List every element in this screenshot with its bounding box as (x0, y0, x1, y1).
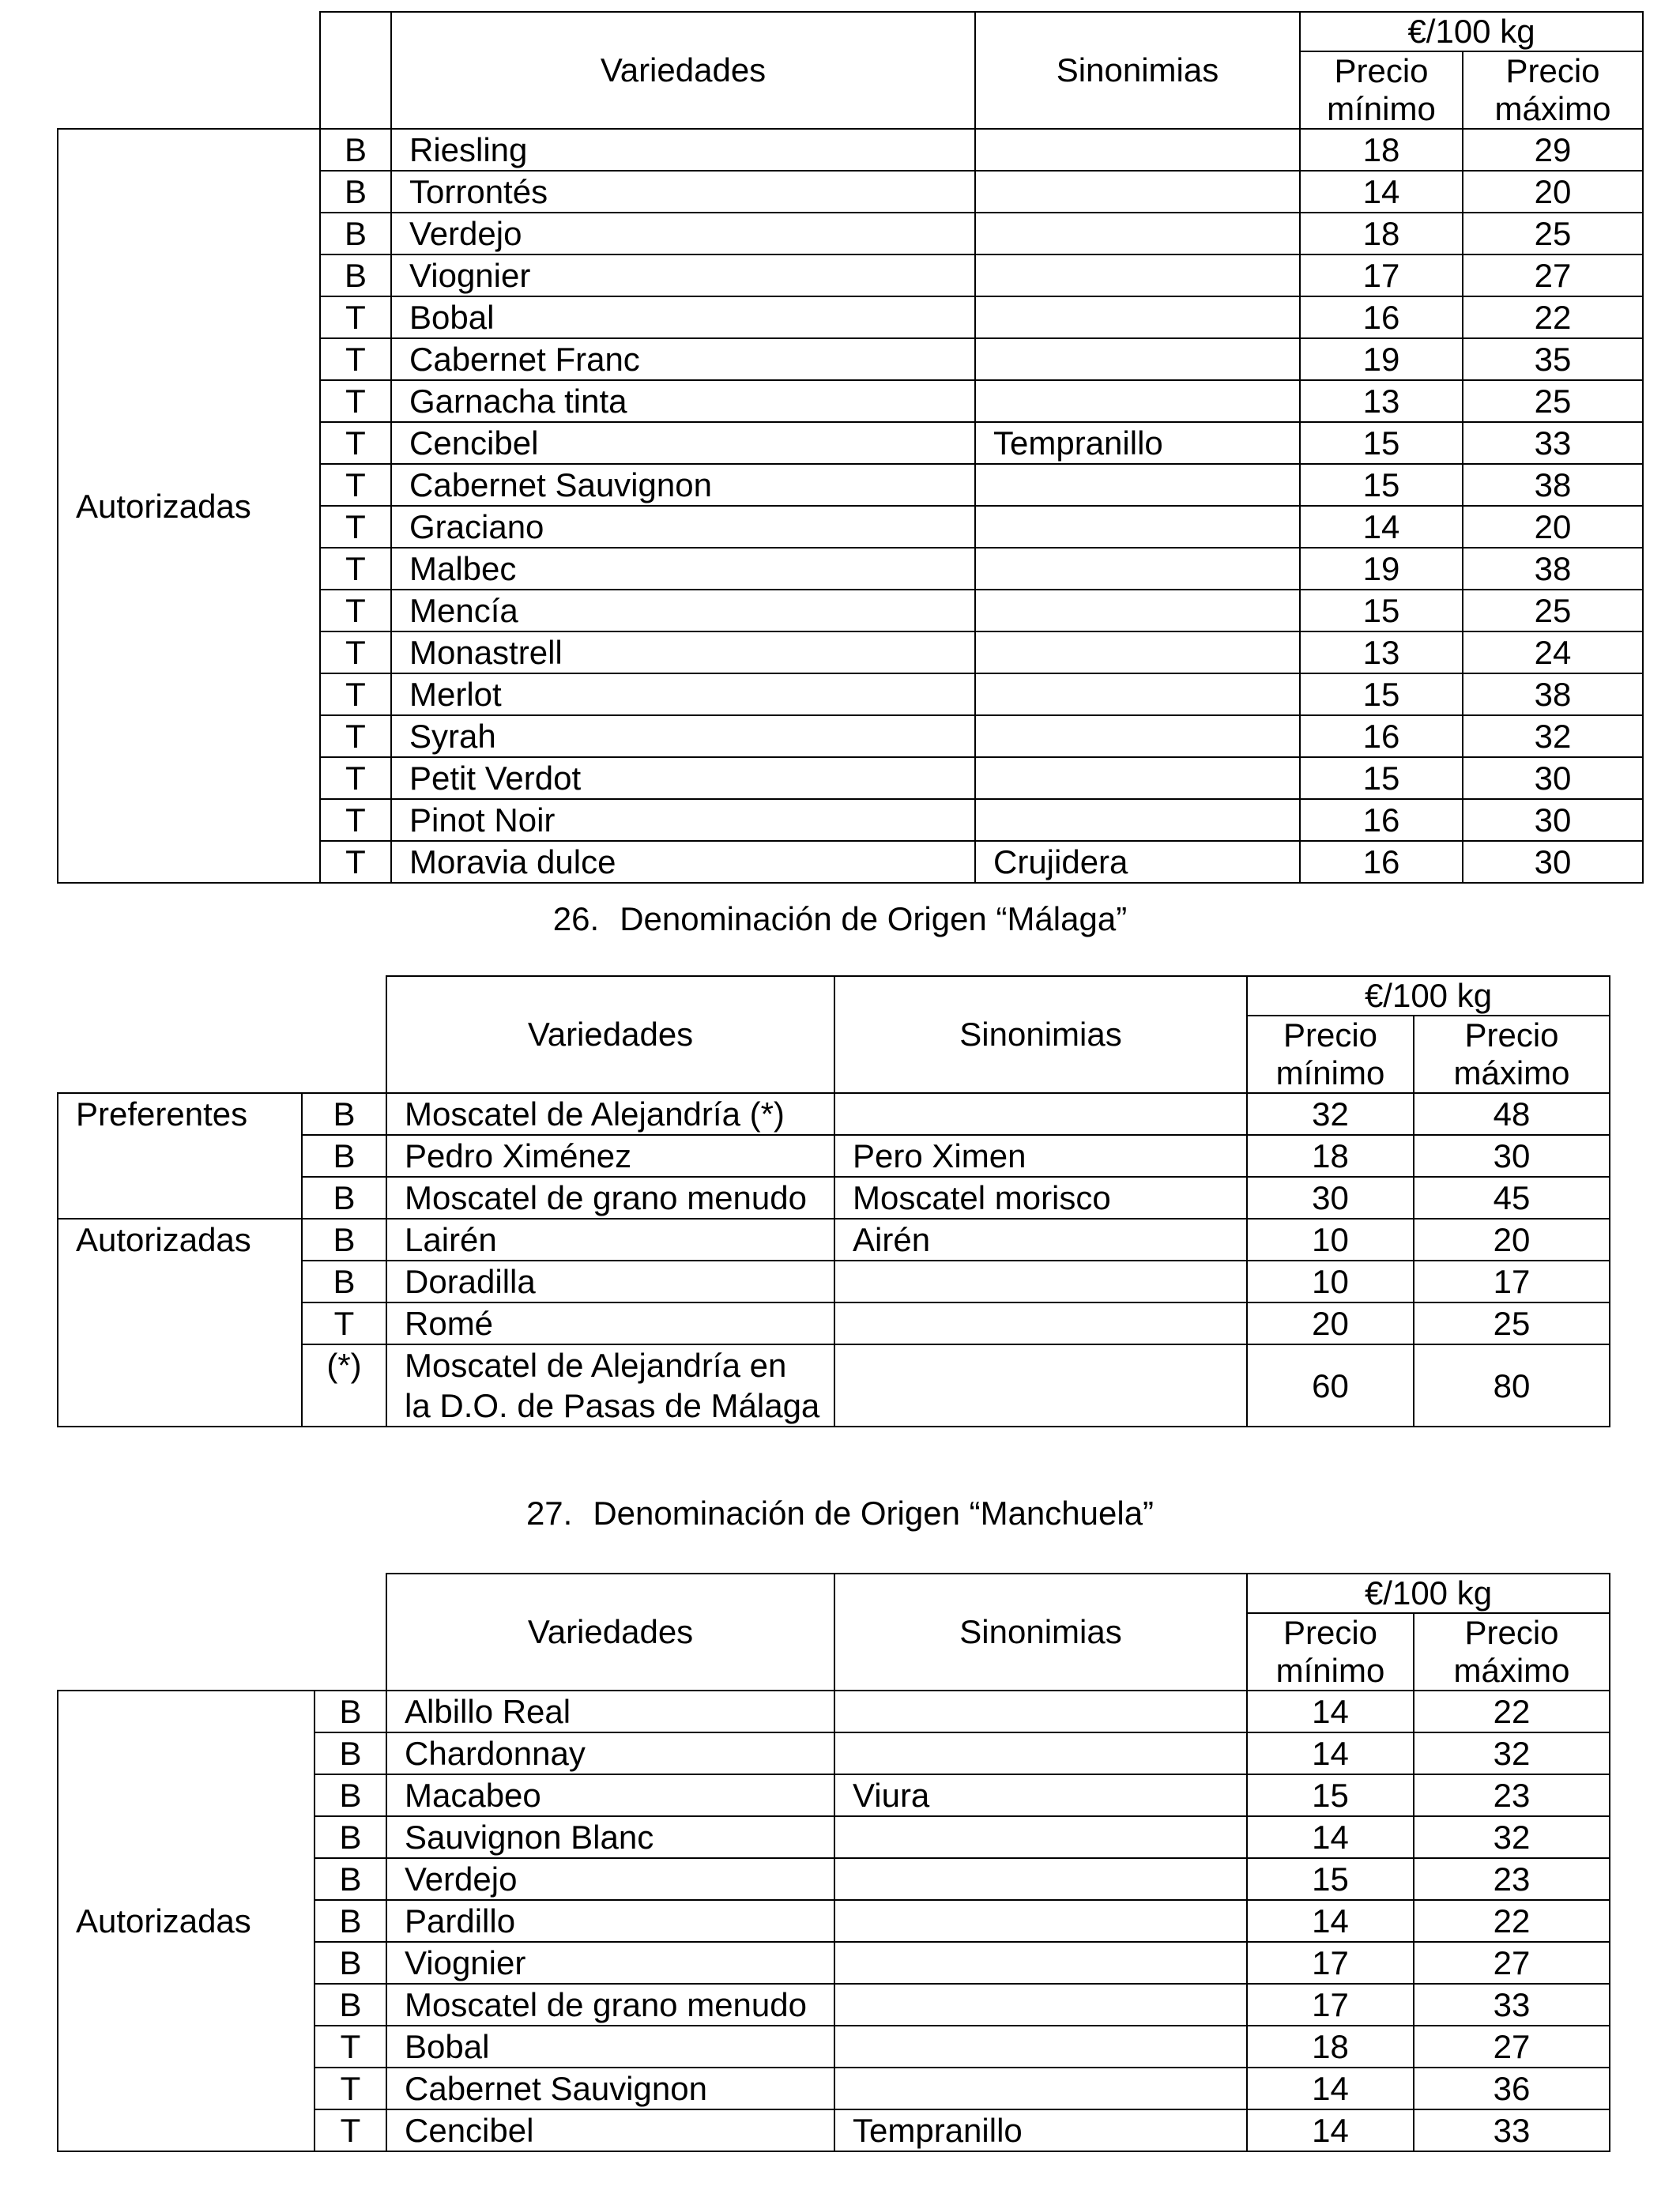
color-class-cell: B (302, 1135, 386, 1177)
color-class-cell: B (315, 1816, 386, 1858)
table-row (58, 1219, 1610, 1261)
synonym-cell (975, 213, 1300, 254)
color-class-cell: T (320, 841, 391, 883)
precio-minimo-cell: 18 (1300, 129, 1463, 171)
precio-maximo-cell: 35 (1463, 338, 1643, 380)
synonym-cell (834, 1858, 1247, 1900)
precio-minimo-cell: 60 (1247, 1344, 1414, 1427)
category-cell: Autorizadas (58, 129, 320, 883)
precio-minimo-cell: 14 (1300, 171, 1463, 213)
footnote-marker-cell: (*) (302, 1344, 386, 1427)
synonym-cell (975, 296, 1300, 338)
variety-cell: Sauvignon Blanc (386, 1816, 834, 1858)
section-number: 26. (552, 900, 600, 937)
variety-cell: Cencibel (386, 2109, 834, 2151)
precio-minimo-cell: 16 (1300, 296, 1463, 338)
variety-cell: Chardonnay (386, 1732, 834, 1774)
color-class-cell: B (315, 1774, 386, 1816)
precio-minimo-cell: 18 (1300, 213, 1463, 254)
precio-minimo-cell: 16 (1300, 799, 1463, 841)
precio-minimo-cell: 15 (1300, 673, 1463, 715)
precio-maximo-cell: 48 (1414, 1093, 1610, 1135)
variety-cell: Garnacha tinta (391, 380, 975, 422)
section-number: 27. (525, 1495, 573, 1532)
section-heading-malaga (0, 899, 1680, 939)
precio-maximo-cell: 32 (1414, 1732, 1610, 1774)
precio-maximo-cell: 33 (1414, 1984, 1610, 2026)
sinonimias-header: Sinonimias (834, 976, 1247, 1093)
precio-minimo-cell: 13 (1300, 380, 1463, 422)
precio-maximo-cell: 20 (1463, 506, 1643, 548)
precio-maximo-cell: 36 (1414, 2068, 1610, 2109)
variety-cell: Bobal (391, 296, 975, 338)
precio-minimo-cell: 16 (1300, 715, 1463, 757)
variety-cell: Merlot (391, 673, 975, 715)
category-cell: Autorizadas (58, 1219, 302, 1427)
variety-cell: Doradilla (386, 1261, 834, 1302)
variety-cell: Verdejo (386, 1858, 834, 1900)
synonym-cell (975, 715, 1300, 757)
color-class-cell: T (315, 2068, 386, 2109)
variety-cell: Petit Verdot (391, 757, 975, 799)
table-prices-malaga (57, 975, 1610, 1427)
variety-cell: Malbec (391, 548, 975, 590)
color-class-cell: B (315, 1900, 386, 1942)
color-class-cell: B (315, 1942, 386, 1984)
synonym-cell (834, 1816, 1247, 1858)
precio-minimo-cell: 16 (1300, 841, 1463, 883)
synonym-cell (975, 590, 1300, 631)
variety-cell: Mencía (391, 590, 975, 631)
synonym-cell (975, 799, 1300, 841)
variedades-header: Variedades (386, 976, 834, 1093)
class-header (320, 12, 391, 129)
synonym-cell (975, 548, 1300, 590)
table-row (58, 1691, 1610, 1732)
precio-maximo-cell: 20 (1414, 1219, 1610, 1261)
precio-maximo-cell: 30 (1463, 799, 1643, 841)
color-class-cell: T (320, 464, 391, 506)
variedades-header: Variedades (391, 12, 975, 129)
precio-minimo-cell: 20 (1247, 1302, 1414, 1344)
precio-maximo-cell: 32 (1414, 1816, 1610, 1858)
color-class-cell: T (320, 590, 391, 631)
variety-cell: Moscatel de Alejandría en la D.O. de Pasas de Málaga (386, 1344, 834, 1427)
table-prices-manchuela (57, 1573, 1610, 2152)
synonym-cell (975, 380, 1300, 422)
color-class-cell: T (320, 338, 391, 380)
precio-minimo-cell: 17 (1247, 1984, 1414, 2026)
precio-minimo-cell: 14 (1247, 1732, 1414, 1774)
color-class-cell: B (315, 1732, 386, 1774)
color-class-cell: T (320, 422, 391, 464)
precio-maximo-cell: 30 (1414, 1135, 1610, 1177)
precio-minimo-cell: 15 (1247, 1774, 1414, 1816)
synonym-cell (834, 1344, 1247, 1427)
color-class-cell: B (302, 1219, 386, 1261)
synonym-cell (834, 1732, 1247, 1774)
synonym-cell (834, 1691, 1247, 1732)
variety-cell: Cencibel (391, 422, 975, 464)
precio-maximo-header: Precio máximo (1414, 1613, 1610, 1691)
variety-cell: Moscatel de grano menudo (386, 1177, 834, 1219)
color-class-cell: T (320, 380, 391, 422)
precio-minimo-cell: 15 (1300, 464, 1463, 506)
table-row (58, 129, 1643, 171)
precio-minimo-cell: 19 (1300, 548, 1463, 590)
variety-cell: Romé (386, 1302, 834, 1344)
synonym-cell: Viura (834, 1774, 1247, 1816)
precio-maximo-cell: 32 (1463, 715, 1643, 757)
unit-header: €/100 kg (1247, 1574, 1610, 1613)
section-title: Denominación de Origen “Málaga” (620, 900, 1128, 937)
variety-cell: Cabernet Sauvignon (391, 464, 975, 506)
color-class-cell: T (320, 757, 391, 799)
synonym-cell (834, 2068, 1247, 2109)
synonym-cell (975, 631, 1300, 673)
variety-cell: Macabeo (386, 1774, 834, 1816)
color-class-cell: B (315, 1984, 386, 2026)
precio-maximo-cell: 25 (1463, 213, 1643, 254)
precio-maximo-cell: 33 (1414, 2109, 1610, 2151)
color-class-cell: B (315, 1858, 386, 1900)
precio-maximo-cell: 22 (1414, 1900, 1610, 1942)
precio-minimo-cell: 17 (1247, 1942, 1414, 1984)
variety-cell: Verdejo (391, 213, 975, 254)
variety-cell: Viognier (386, 1942, 834, 1984)
precio-minimo-cell: 10 (1247, 1219, 1414, 1261)
synonym-cell (975, 338, 1300, 380)
header-row (58, 976, 1610, 1016)
precio-maximo-cell: 25 (1463, 590, 1643, 631)
color-class-cell: T (315, 2109, 386, 2151)
category-cell: Autorizadas (58, 1691, 315, 2151)
synonym-cell (834, 1900, 1247, 1942)
synonym-cell (975, 171, 1300, 213)
color-class-cell: T (320, 548, 391, 590)
variety-cell: Cabernet Franc (391, 338, 975, 380)
precio-maximo-cell: 23 (1414, 1858, 1610, 1900)
variety-cell: Moscatel de Alejandría (*) (386, 1093, 834, 1135)
unit-header: €/100 kg (1300, 12, 1643, 51)
precio-minimo-cell: 14 (1247, 1691, 1414, 1732)
precio-minimo-cell: 13 (1300, 631, 1463, 673)
color-class-cell: T (320, 296, 391, 338)
precio-maximo-cell: 25 (1463, 380, 1643, 422)
synonym-cell: Tempranillo (975, 422, 1300, 464)
variety-cell: Lairén (386, 1219, 834, 1261)
synonym-cell: Crujidera (975, 841, 1300, 883)
precio-maximo-cell: 30 (1463, 757, 1643, 799)
precio-maximo-cell: 38 (1463, 673, 1643, 715)
synonym-cell (975, 254, 1300, 296)
category-cell: Preferentes (58, 1093, 302, 1219)
color-class-cell: B (320, 213, 391, 254)
color-class-cell: T (320, 799, 391, 841)
unit-header: €/100 kg (1247, 976, 1610, 1016)
variety-cell: Albillo Real (386, 1691, 834, 1732)
synonym-cell (834, 1984, 1247, 2026)
section-heading-manchuela (0, 1494, 1680, 1533)
precio-minimo-cell: 18 (1247, 1135, 1414, 1177)
precio-minimo-cell: 15 (1247, 1858, 1414, 1900)
color-class-cell: B (302, 1261, 386, 1302)
table-row (58, 1093, 1610, 1135)
color-class-cell: B (320, 254, 391, 296)
synonym-cell (834, 1942, 1247, 1984)
precio-minimo-cell: 30 (1247, 1177, 1414, 1219)
synonym-cell: Moscatel morisco (834, 1177, 1247, 1219)
precio-maximo-cell: 25 (1414, 1302, 1610, 1344)
variety-cell: Moravia dulce (391, 841, 975, 883)
precio-maximo-cell: 45 (1414, 1177, 1610, 1219)
variety-cell: Pedro Ximénez (386, 1135, 834, 1177)
synonym-cell (975, 673, 1300, 715)
precio-maximo-cell: 33 (1463, 422, 1643, 464)
precio-minimo-header: Precio mínimo (1247, 1016, 1414, 1093)
precio-minimo-cell: 32 (1247, 1093, 1414, 1135)
color-class-cell: T (302, 1302, 386, 1344)
precio-minimo-cell: 15 (1300, 422, 1463, 464)
synonym-cell (834, 1093, 1247, 1135)
synonym-cell: Pero Ximen (834, 1135, 1247, 1177)
color-class-cell: B (302, 1093, 386, 1135)
color-class-cell: T (320, 673, 391, 715)
sinonimias-header: Sinonimias (834, 1574, 1247, 1691)
synonym-cell: Airén (834, 1219, 1247, 1261)
color-class-cell: T (320, 631, 391, 673)
header-row (58, 1574, 1610, 1613)
precio-minimo-cell: 10 (1247, 1261, 1414, 1302)
color-class-cell: T (315, 2026, 386, 2068)
variety-cell: Monastrell (391, 631, 975, 673)
synonym-cell (975, 757, 1300, 799)
precio-maximo-cell: 27 (1463, 254, 1643, 296)
color-class-cell: B (302, 1177, 386, 1219)
section-title: Denominación de Origen “Manchuela” (593, 1495, 1155, 1532)
color-class-cell: T (320, 506, 391, 548)
variety-cell: Cabernet Sauvignon (386, 2068, 834, 2109)
color-class-cell: B (320, 171, 391, 213)
variety-cell: Viognier (391, 254, 975, 296)
precio-minimo-cell: 15 (1300, 590, 1463, 631)
precio-maximo-header: Precio máximo (1463, 51, 1643, 129)
precio-maximo-cell: 22 (1414, 1691, 1610, 1732)
synonym-cell (975, 506, 1300, 548)
synonym-cell (975, 464, 1300, 506)
variety-cell: Moscatel de grano menudo (386, 1984, 834, 2026)
sinonimias-header: Sinonimias (975, 12, 1300, 129)
precio-minimo-cell: 18 (1247, 2026, 1414, 2068)
table-prices-continued (57, 11, 1644, 884)
variety-cell: Pardillo (386, 1900, 834, 1942)
color-class-cell: T (320, 715, 391, 757)
precio-minimo-cell: 19 (1300, 338, 1463, 380)
color-class-cell: B (320, 129, 391, 171)
precio-minimo-cell: 14 (1247, 1900, 1414, 1942)
precio-maximo-cell: 38 (1463, 548, 1643, 590)
variety-cell: Pinot Noir (391, 799, 975, 841)
variety-cell: Bobal (386, 2026, 834, 2068)
variedades-header: Variedades (386, 1574, 834, 1691)
precio-minimo-cell: 14 (1247, 1816, 1414, 1858)
variety-cell: Riesling (391, 129, 975, 171)
precio-maximo-cell: 38 (1463, 464, 1643, 506)
precio-minimo-cell: 17 (1300, 254, 1463, 296)
synonym-cell (834, 1302, 1247, 1344)
precio-minimo-cell: 14 (1247, 2068, 1414, 2109)
color-class-cell: B (315, 1691, 386, 1732)
precio-maximo-cell: 80 (1414, 1344, 1610, 1427)
variety-cell: Graciano (391, 506, 975, 548)
synonym-cell (834, 2026, 1247, 2068)
precio-maximo-cell: 27 (1414, 2026, 1610, 2068)
header-row (58, 12, 1643, 51)
precio-maximo-cell: 24 (1463, 631, 1643, 673)
precio-maximo-cell: 29 (1463, 129, 1643, 171)
synonym-cell: Tempranillo (834, 2109, 1247, 2151)
synonym-cell (975, 129, 1300, 171)
precio-minimo-cell: 14 (1300, 506, 1463, 548)
precio-minimo-cell: 14 (1247, 2109, 1414, 2151)
precio-maximo-cell: 17 (1414, 1261, 1610, 1302)
precio-maximo-cell: 30 (1463, 841, 1643, 883)
variety-cell: Syrah (391, 715, 975, 757)
precio-maximo-cell: 27 (1414, 1942, 1610, 1984)
precio-maximo-cell: 20 (1463, 171, 1643, 213)
precio-minimo-cell: 15 (1300, 757, 1463, 799)
precio-maximo-cell: 23 (1414, 1774, 1610, 1816)
precio-minimo-header: Precio mínimo (1300, 51, 1463, 129)
variety-cell: Torrontés (391, 171, 975, 213)
synonym-cell (834, 1261, 1247, 1302)
precio-maximo-header: Precio máximo (1414, 1016, 1610, 1093)
precio-maximo-cell: 22 (1463, 296, 1643, 338)
precio-minimo-header: Precio mínimo (1247, 1613, 1414, 1691)
